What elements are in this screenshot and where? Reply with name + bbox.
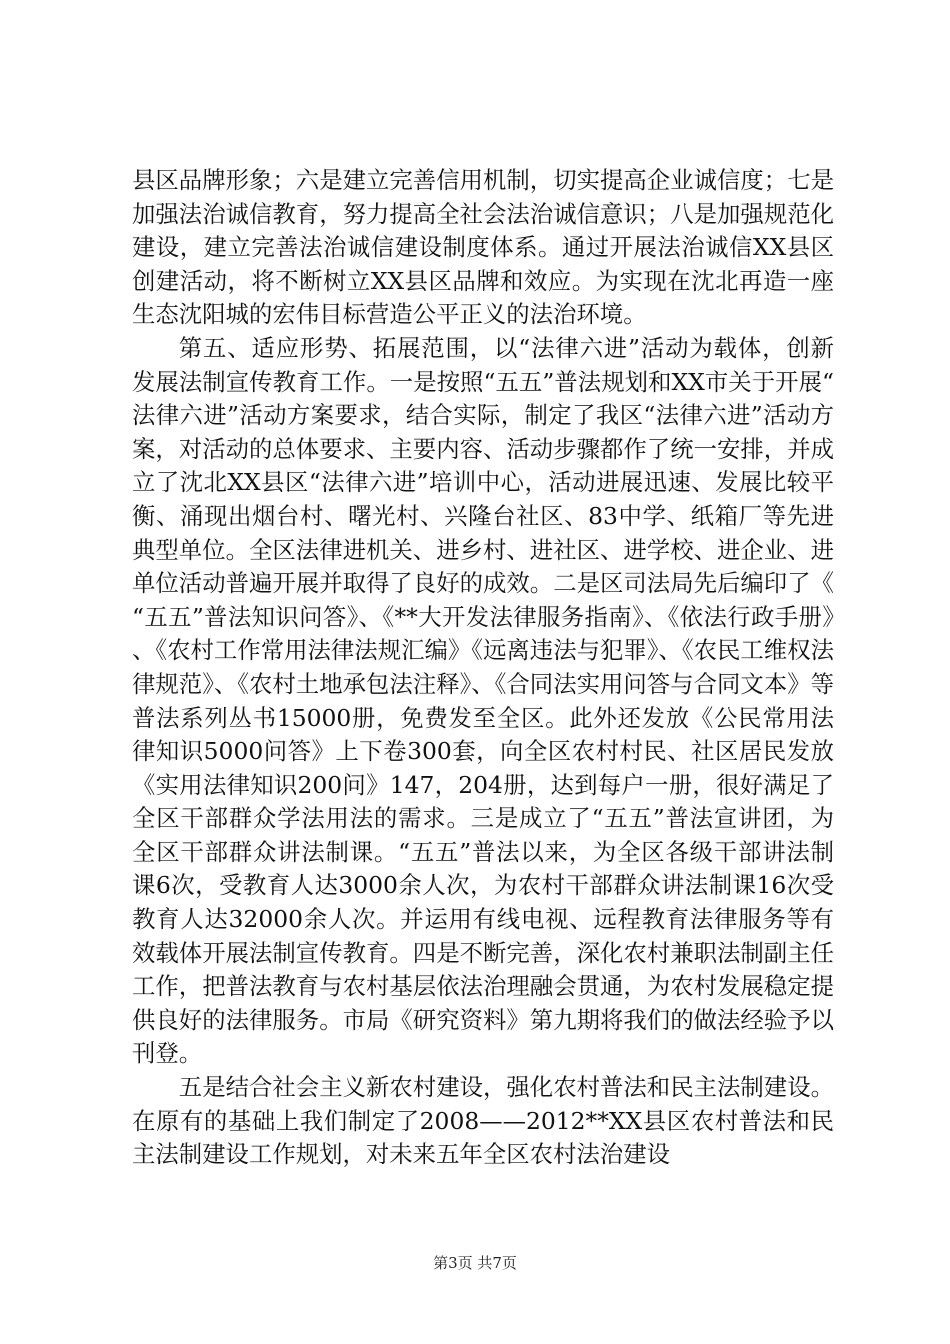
page-footer: 第3页 共7页 bbox=[433, 1254, 517, 1272]
paragraph-continued: 县区品牌形象；六是建立完善信用机制，切实提高企业诚信度；七是加强法治诚信教育，努力提高全社会法治诚信意识；八是加强规范化建设，建立完善法治诚信建设制度体系。通过开展法治诚信XX县区创建活动，将不断树立XX县区品牌和效应。为实现在沈北再造一座生态沈阳城的宏伟目标营造公平正义的法治环境。 bbox=[132, 166, 834, 329]
paragraph-new-rural: 五是结合社会主义新农村建设，强化农村普法和民主法制建设。在原有的基础上我们制定了2008——2012**XX县区农村普法和民主法制建设工作规划，对未来五年全区农村法治建设 bbox=[132, 1073, 834, 1169]
paragraph-fifth-item: 第五、适应形势、拓展范围，以“法律六进”活动为载体，创新发展法制宣传教育工作。一是按照“五五”普法规划和XX市关于开展“法律六进”活动方案要求，结合实际，制定了我区“法律六进”活动方案，对活动的总体要求、主要内容、活动步骤都作了统一安排，并成立了沈北XX县区“法律六进”培训中心，活动进展迅速、发展比较平衡、涌现出烟台村、曙光村、兴隆台社区、83中学、纸箱厂等先进典型单位。全区法律进机关、进乡村、进社区、进学校、进企业、进单位活动普遍开展并取得了良好的成效。二是区司法局先后编印了《“五五”普法知识问答》、《**大开发法律服务指南》、《依法行政手册》、《农村工作常用法律法规汇编》《远离违法与犯罪》、《农民工维权法律规范》、《农村土地承包法注释》、《合同法实用问答与合同文本》等普法系列丛书15000册，免费发至全区。此外还发放《公民常用法律知识5000问答》上下卷300套，向全区农村村民、社区居民发放《实用法律知识200问》147，204册，达到每户一册，很好满足了全区干部群众学法用法的需求。三是成立了“五五”普法宣讲团，为全区干部群众讲法制课。“五五”普法以来，为全区各级干部讲法制课6次，受教育人达3000余人次，为农村干部群众讲法制课16次受教育人达32000余人次。并运用有线电视、远程教育法律服务等有效载体开展法制宣传教育。四是不断完善，深化农村兼职法制副主任工作，把普法教育与农村基层依法治理融会贯通，为农村发展稳定提供良好的法律服务。市局《研究资料》第九期将我们的做法经验予以刊登。 bbox=[132, 333, 834, 1068]
document-body bbox=[132, 164, 834, 1172]
